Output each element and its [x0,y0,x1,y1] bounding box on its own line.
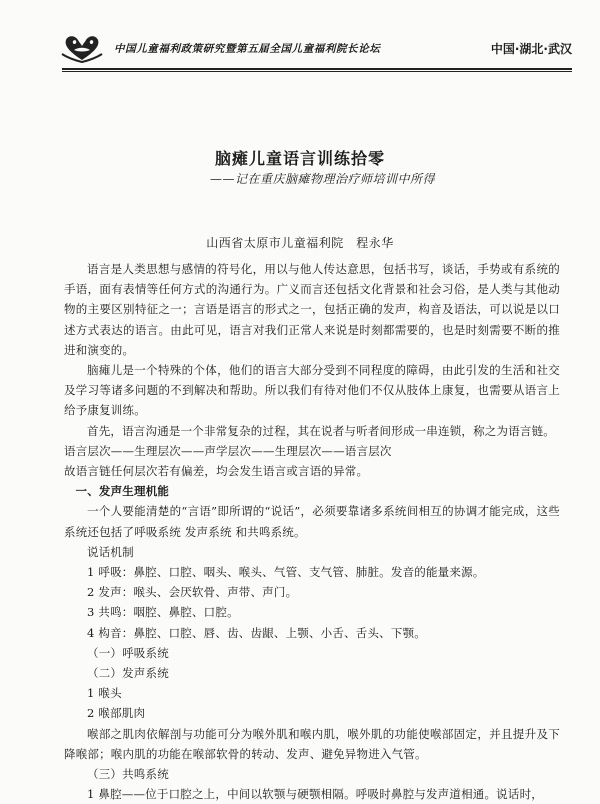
header-location: 中国·湖北·武汉 [490,41,572,56]
paragraph-deviation: 故语言链任何层次若有偏差，均会发生语言或言语的异常。 [64,464,369,479]
paragraph-nasal-cavity: 1 鼻腔——位于口腔之上，中间以软颚与硬颚相隔。呼吸时鼻腔与发声道相通。说话时， [87,787,543,802]
list-item-phonation: 2 发声：喉头、会厌软骨、声带、声门。 [87,585,298,600]
paragraph-language-definition: 语言是人类思想与感情的符号化，用以与他人传达意思，包括书写，谈话，手势或有系统的手语，面有表情等任何方式的沟通行为。广义而言还包括文化背景和社会习俗，是人类与其他动物的主要区别特征之一；言语是语言的形式之一，包括正确的发声，构音及语法，可以说是以口述方式表达的语言。由此可见，语言对我们正常人来说是时刻都需要的，也是时刻需要不断的推进和演变的。 [64,262,560,357]
subheading-phonation-system: （二）发声系统 [87,666,169,681]
header-rule-thin [62,71,572,72]
list-item-respiration: 1 呼吸：鼻腔、口腔、咽头、喉头、气管、支气管、肺脏。发音的能量来源。 [87,565,485,580]
article-subtitle: ——记在重庆脑瘫物理治疗师培训中所得 [210,172,436,186]
paragraph-laryngeal-muscles: 喉部之肌肉依解剖与功能可分为喉外肌和喉内肌，喉外肌的功能使喉部固定，并且提升及下降喉部；喉内肌的功能在喉部软骨的转动、发声、避免异物进入气管。 [64,726,560,761]
paragraph-speech-systems: 一个人要能清楚的“言语”即所谓的“说话”，必须要靠诸多系统间相互的协调才能完成，这些系统还包括了呼吸系统 发声系统 和共鸣系统。 [64,504,560,539]
header-title: 中国儿童福利政策研究暨第五届全国儿童福利院长论坛 [114,42,381,55]
page-header [62,30,572,66]
list-item-resonance: 3 共鸣：咽腔、鼻腔、口腔。 [87,605,239,620]
list-item-articulation: 4 构音：鼻腔、口腔、唇、齿、齿龈、上颚、小舌、舌头、下颚。 [87,625,426,640]
subheading-respiratory-system: （一）呼吸系统 [87,645,169,660]
paragraph-language-levels: 语言层次——生理层次——声学层次——生理层次——语言层次 [64,443,392,458]
article-author: 山西省太原市儿童福利院 程永华 [206,236,394,250]
paragraph-language-chain: 首先，语言沟通是一个非常复杂的过程，其在说者与听者间形成一串连锁，称之为语言链。 [87,423,555,438]
forum-logo-icon [60,32,104,64]
article-title: 脑瘫儿童语言训练拾零 [214,149,385,168]
paragraph-cerebral-palsy: 脑瘫儿是一个特殊的个体，他们的语言大部分受到不同程度的障碍，由此引发的生活和社交及学习等诸多问题的不到解决和帮助。所以我们有待对他们不仅从肢体上康复，也需要从语言上给予康复训练。 [64,363,560,418]
section-heading-vocal-physiology: 一、发声生理机能 [75,484,170,499]
subheading-resonance-system: （三）共鸣系统 [87,767,169,782]
list-heading-speech-mechanism: 说话机制 [87,544,134,559]
article-body [64,259,560,804]
header-rule-thick [62,68,572,70]
list-item-laryngeal-muscles: 2 喉部肌肉 [87,706,146,721]
list-item-larynx: 1 喉头 [87,686,122,701]
